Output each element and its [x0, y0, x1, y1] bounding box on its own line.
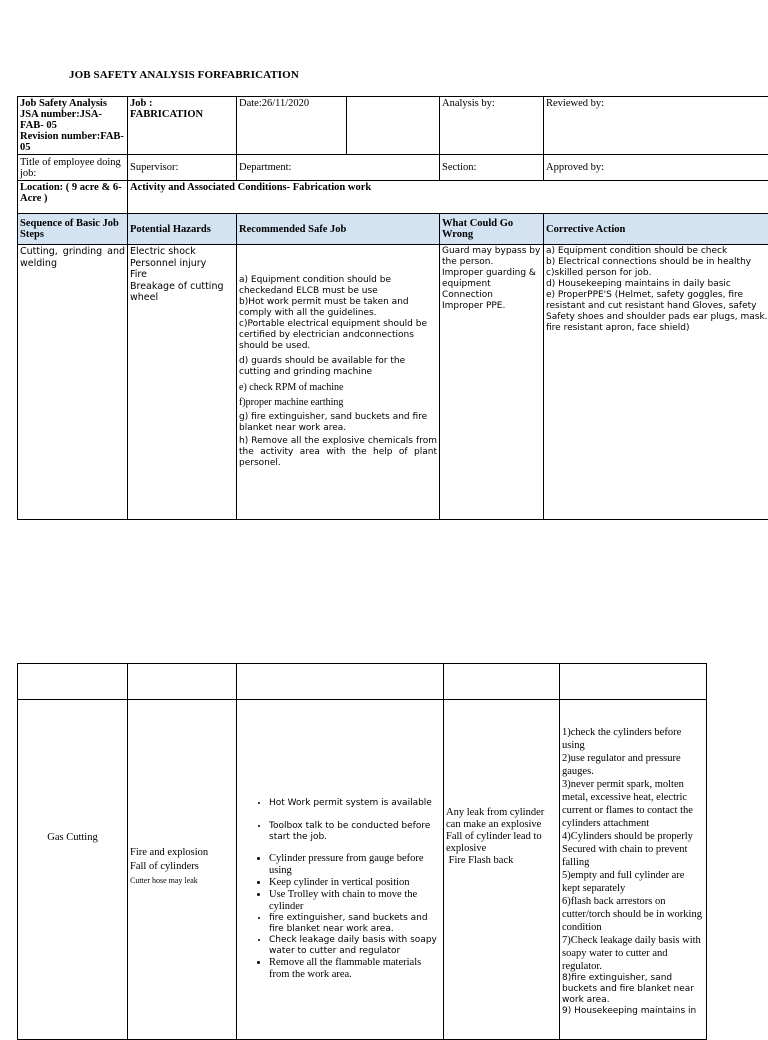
- corrective-item: c)skilled person for job.: [546, 268, 768, 279]
- safe-job-item: c)Portable electrical equipment should be certified by electrician andconnections should be used.: [239, 319, 437, 352]
- col-header-safe-job: Recommended Safe Job: [237, 214, 440, 245]
- corrective-item: 7)Check leakage daily basis with soapy water to cutter and regulator.: [562, 934, 704, 973]
- employee-title-cell: Title of employee doing job:: [18, 155, 128, 181]
- row1-safe-job: [237, 245, 440, 520]
- what-wrong-item: Any leak from cylinder can make an explosive: [446, 807, 557, 831]
- col-header-sequence: Sequence of Basic Job Steps: [18, 214, 128, 245]
- jsa-id-cell: [18, 97, 128, 155]
- safe-job-item: • fire extinguisher, sand buckets and fire blanket near work area.: [269, 913, 441, 935]
- section-cell: Section:: [440, 155, 544, 181]
- blank-header-cell: [18, 664, 128, 700]
- jsa-number: JSA number:JSA-FAB- 05: [20, 109, 125, 131]
- row1-corrective: [544, 245, 768, 520]
- row2-safe-job: [237, 700, 444, 1040]
- corrective-item: 8)fire extinguisher, sand buckets and fire blanket near work area.: [562, 973, 704, 1006]
- revision-number: Revision number:FAB-05: [20, 131, 125, 153]
- hazard-item: Personnel injury: [130, 258, 234, 270]
- supervisor-cell: Supervisor:: [128, 155, 237, 181]
- location-cell: Location: ( 9 acre & 6- Acre ): [18, 181, 128, 214]
- safe-job-item: h) Remove all the explosive chemicals from the activity area with the help of plant personel.: [239, 436, 437, 469]
- blank-header-cell: [128, 664, 237, 700]
- hazard-item: Cutter hose may leak: [130, 874, 234, 888]
- row1-step: Cutting, grinding and welding: [18, 245, 128, 520]
- document-title: JOB SAFETY ANALYSIS FORFABRICATION: [69, 69, 299, 81]
- safe-job-item: • Keep cylinder in vertical position: [269, 877, 441, 889]
- blank-header-cell: [444, 664, 560, 700]
- row2-what-wrong: [444, 700, 560, 1040]
- row2-hazards: [128, 700, 237, 1040]
- safe-job-item: f)proper machine earthing: [239, 397, 437, 408]
- activity-cell: Activity and Associated Conditions- Fabrication work: [128, 181, 768, 214]
- safe-job-item: • Toolbox talk to be conducted before start the job.: [269, 821, 441, 843]
- safe-job-item: • Hot Work permit system is available: [269, 798, 441, 809]
- row1-hazards: [128, 245, 237, 520]
- corrective-item: 3)never permit spark, molten metal, excessive heat, electric current or flames to contact the cylinders attachment: [562, 778, 704, 830]
- corrective-item: 5)empty and full cylinder are kept separately: [562, 869, 704, 895]
- reviewed-by-cell: Reviewed by:: [544, 97, 768, 155]
- corrective-item: 9) Housekeeping maintains in: [562, 1006, 704, 1017]
- row2-corrective: [560, 700, 707, 1040]
- corrective-item: 1)check the cylinders before using: [562, 726, 704, 752]
- date-cell: Date:26/11/2020: [237, 97, 347, 155]
- corrective-item: d) Housekeeping maintains in daily basic: [546, 279, 768, 290]
- what-wrong-item: Fire Flash back: [446, 855, 557, 867]
- row2-step: Gas Cutting: [18, 700, 128, 1040]
- what-wrong-item: Fall of cylinder lead to explosive: [446, 831, 557, 855]
- col-header-hazards: Potential Hazards: [128, 214, 237, 245]
- jsa-table-2: [17, 663, 707, 1040]
- hazard-item: Fire and explosion: [130, 846, 234, 860]
- blank-cell: [347, 97, 440, 155]
- department-cell: Department:: [237, 155, 440, 181]
- corrective-item: 4)Cylinders should be properly Secured with chain to prevent falling: [562, 830, 704, 869]
- what-wrong-item: Improper guarding & equipment Connection: [442, 268, 541, 301]
- hazard-item: Electric shock: [130, 246, 234, 258]
- analysis-by-cell: Analysis by:: [440, 97, 544, 155]
- safe-job-item: a) Equipment condition should be checkedand ELCB must be use: [239, 275, 437, 297]
- corrective-item: 2)use regulator and pressure gauges.: [562, 752, 704, 778]
- safe-job-item: • Check leakage daily basis with soapy water to cutter and regulator: [269, 935, 441, 957]
- safe-job-item: • Cylinder pressure from gauge before using: [269, 853, 441, 877]
- safe-job-item: • Use Trolley with chain to move the cylinder: [269, 889, 441, 913]
- safe-job-item: • Remove all the flammable materials from the work area.: [269, 957, 441, 981]
- col-header-what-wrong: What Could Go Wrong: [440, 214, 544, 245]
- safe-job-item: e) check RPM of machine: [239, 382, 437, 393]
- what-wrong-item: Guard may bypass by the person.: [442, 246, 541, 268]
- hazard-item: Fire: [130, 269, 234, 281]
- blank-header-cell: [560, 664, 707, 700]
- hazard-item: Breakage of cutting wheel: [130, 281, 234, 304]
- hazard-item: Fall of cylinders: [130, 860, 234, 874]
- safe-job-item: d) guards should be available for the cutting and grinding machine: [239, 356, 437, 378]
- corrective-item: b) Electrical connections should be in healthy: [546, 257, 768, 268]
- corrective-item: e) ProperPPE'S (Helmet, safety goggles, fire resistant and cut resistant hand Gloves, safety Safety shoes and shoulder pads ear plugs, mask. fire resistant apron, face shield): [546, 290, 768, 334]
- corrective-item: a) Equipment condition should be check: [546, 246, 768, 257]
- approved-by-cell: Approved by:: [544, 155, 768, 181]
- jsa-table-1: [17, 96, 768, 520]
- safe-job-item: b)Hot work permit must be taken and comply with all the guidelines.: [239, 297, 437, 319]
- what-wrong-item: Improper PPE.: [442, 301, 541, 312]
- job-label: Job :: [130, 98, 234, 109]
- blank-header-cell: [237, 664, 444, 700]
- row1-what-wrong: [440, 245, 544, 520]
- jsa-label: Job Safety Analysis: [20, 98, 125, 109]
- col-header-corrective: Corrective Action: [544, 214, 768, 245]
- corrective-item: 6)flash back arrestors on cutter/torch should be in working condition: [562, 895, 704, 934]
- safe-job-item: g) fire extinguisher, sand buckets and fire blanket near work area.: [239, 412, 437, 434]
- job-cell: [128, 97, 237, 155]
- job-value: FABRICATION: [130, 109, 234, 120]
- safe-job-list: [239, 798, 441, 981]
